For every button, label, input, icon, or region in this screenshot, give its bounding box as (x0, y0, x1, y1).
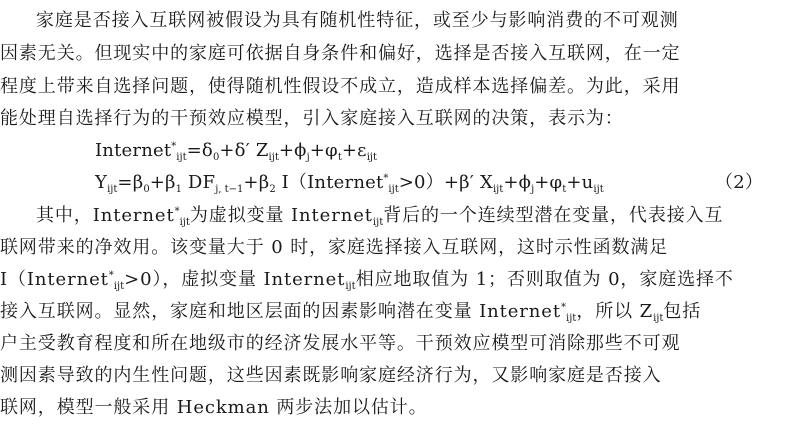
paragraph-2-line-3 (0, 263, 803, 296)
eq2-subscript: ijt (107, 184, 118, 195)
text-run: 接入互联网。显然，家庭和地区层面的因素影响潜在变量 Internet (0, 301, 561, 322)
eq1-term: =δ (186, 140, 213, 161)
eq2-subscript: 2 (269, 184, 276, 195)
eq2-term: I（Internet (275, 172, 384, 193)
superscript: * (561, 302, 566, 313)
superscript: * (174, 206, 180, 217)
equation-1 (0, 134, 803, 167)
eq1-subscript: 0 (212, 152, 220, 163)
eq2-term: =β (117, 172, 144, 193)
eq2-subscript: 1 (175, 184, 182, 195)
eq2-term: Y (95, 172, 108, 193)
eq1-subscript: ijt (176, 152, 187, 163)
paragraph-2-line-7: 联网，模型一般采用 Heckman 两步法加以估计。 (0, 397, 428, 418)
text-run: 其中，Internet (36, 205, 175, 226)
eq2-subscript: t (562, 184, 567, 195)
text-run: I（Internet (0, 269, 109, 290)
text-run: ，所以 Z (576, 301, 654, 322)
text-run: 相应地取值为 1；否则取值为 0，家庭选择不 (355, 269, 734, 290)
eq2-subscript: ijt (492, 184, 504, 195)
eq1-term: Internet (95, 140, 172, 161)
text-run: 包括 (663, 301, 702, 322)
paragraph-2-line-6: 测因素导致的内生性问题，这些因素既影响家庭经济行为，又影响家庭是否接入 (0, 365, 662, 386)
text-run: 背后的一个连续型潜在变量，代表接入互 (383, 205, 724, 226)
eq2-term: >0）+β′ X (398, 172, 493, 193)
eq1-term: +ε (341, 140, 367, 161)
equation-number: （2） (715, 172, 764, 193)
subscript: ijt (566, 313, 577, 324)
eq2-subscript: 0 (143, 184, 150, 195)
equation-2 (0, 166, 803, 199)
eq1-subscript: t (337, 152, 342, 163)
eq2-term: +φ (534, 172, 563, 193)
paragraph-2-line-5: 户主受教育程度和所在地级市的经济发展水平等。干预效应模型可消除那些不可观 (0, 333, 681, 354)
eq1-subscript: ijt (366, 152, 378, 163)
paragraph-1-line-1: 家庭是否接入互联网被假设为具有随机性特征，或至少与影响消费的不可观测 (36, 10, 679, 31)
eq2-subscript: ijt (388, 184, 399, 195)
eq1-term: +ϕ (278, 140, 307, 161)
paragraph-2-line-4 (0, 295, 803, 328)
paragraph-1-line-2: 因素无关。但现实中的家庭可依据自身条件和偏好，选择是否接入互联网，在一定 (0, 43, 681, 64)
subscript: ijt (653, 313, 664, 324)
text-run: >0），虚拟变量 Internet (124, 269, 346, 290)
subscript: ijt (113, 281, 125, 292)
paragraph-2-line-2: 联网带来的净效用。该变量大于 0 时，家庭选择接入互联网，这时示性函数满足 (0, 237, 669, 258)
eq1-subscript: j (306, 152, 310, 163)
superscript: * (108, 270, 114, 281)
paragraph-1-line-4: 能处理自选择行为的干预效应模型，引入家庭接入互联网的决策，表示为： (0, 108, 624, 129)
subscript: ijt (345, 281, 356, 292)
eq1-term: +δ′ Z (219, 140, 269, 161)
eq1-subscript: ijt (268, 152, 279, 163)
eq2-term: +u (566, 172, 594, 193)
eq2-subscript: j, t−1 (215, 184, 244, 195)
eq2-subscript: ijt (593, 184, 604, 195)
subscript: ijt (179, 217, 190, 228)
eq2-term: +β (149, 172, 176, 193)
text-run: 为虚拟变量 Internet (189, 205, 373, 226)
subscript: ijt (372, 217, 384, 228)
eq2-subscript: j (531, 184, 535, 195)
paragraph-2-line-1 (0, 199, 803, 232)
eq2-superscript: * (383, 173, 389, 184)
eq1-term: +φ (309, 140, 338, 161)
eq2-term: +β (243, 172, 270, 193)
eq2-term: DF (181, 172, 216, 193)
eq2-term: +ϕ (503, 172, 532, 193)
paragraph-1-line-3: 程度上带来自选择问题，使得随机性假设不成立，造成样本选择偏差。为此，采用 (0, 76, 681, 97)
eq1-superscript: * (171, 141, 177, 152)
